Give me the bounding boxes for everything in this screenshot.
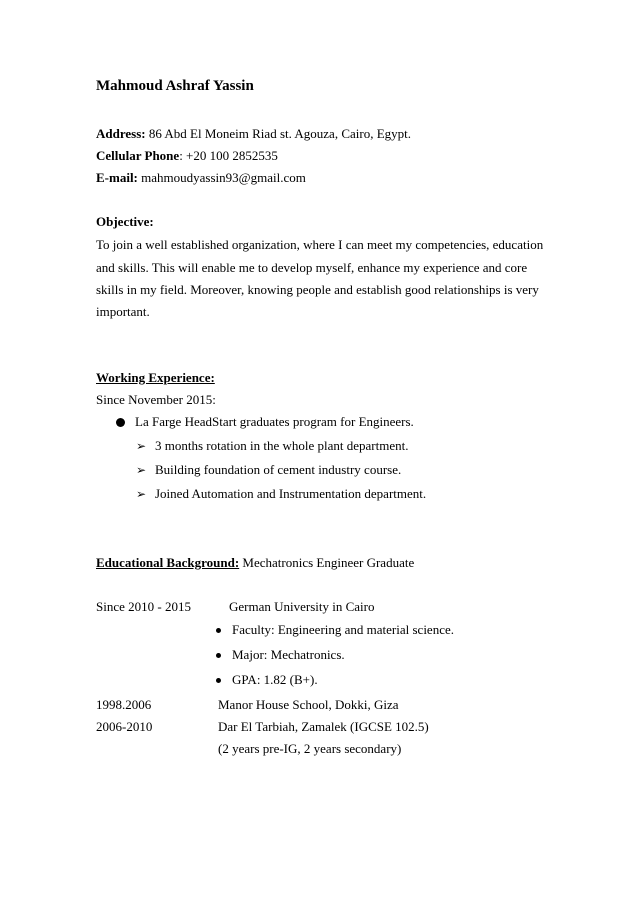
program-item: La Farge HeadStart graduates program for Engineers. — [135, 414, 414, 429]
school-name: Manor House School, Dokki, Giza — [218, 697, 399, 712]
university-detail: GPA: 1.82 (B+). — [232, 672, 318, 687]
objective-line: To join a well established organization, where I can meet my competencies, education — [96, 237, 544, 252]
university-detail: Faculty: Engineering and material science. — [232, 622, 454, 637]
bullet-dot-icon — [216, 628, 221, 633]
email-value: mahmoudyassin93@gmail.com — [141, 170, 306, 185]
experience-item: 3 months rotation in the whole plant department. — [155, 438, 409, 453]
arrow-bullet-icon: ➢ — [136, 463, 147, 477]
school-period: 2006-2010 — [96, 719, 153, 734]
university-period: Since 2010 - 2015 — [96, 599, 191, 614]
address-label: Address: — [96, 126, 146, 141]
experience-heading: Working Experience: — [96, 370, 215, 385]
email-line — [96, 170, 306, 186]
bullet-dot-icon — [216, 653, 221, 658]
university-detail: Major: Mechatronics. — [232, 647, 345, 662]
experience-item: Building foundation of cement industry course. — [155, 462, 402, 477]
candidate-name: Mahmoud Ashraf Yassin — [96, 78, 254, 94]
bullet-disc-icon — [116, 418, 125, 427]
phone-label: Cellular Phone — [96, 148, 180, 163]
bullet-dot-icon — [216, 678, 221, 683]
objective-line: skills in my field. Moreover, knowing people and establish good relationships is very — [96, 282, 539, 297]
arrow-bullet-icon: ➢ — [136, 439, 147, 453]
objective-line: important. — [96, 304, 150, 319]
education-heading: Educational Background: — [96, 555, 240, 570]
phone-value: : +20 100 2852535 — [179, 148, 278, 163]
arrow-bullet-icon: ➢ — [136, 487, 147, 501]
experience-item: Joined Automation and Instrumentation department. — [155, 486, 427, 501]
experience-since: Since November 2015: — [96, 392, 216, 407]
address-value: 86 Abd El Moneim Riad st. Agouza, Cairo, Egypt. — [148, 126, 412, 141]
education-heading-line — [96, 555, 414, 571]
objective-heading: Objective: — [96, 214, 154, 229]
phone-line — [96, 148, 278, 164]
education-heading-value: Mechatronics Engineer Graduate — [242, 555, 415, 570]
address-line — [96, 126, 411, 142]
university-name: German University in Cairo — [229, 599, 375, 614]
school-period: 1998.2006 — [96, 697, 152, 712]
email-label: E-mail: — [96, 170, 138, 185]
objective-line: and skills. This will enable me to develop myself, enhance my experience and core — [96, 260, 528, 275]
school-name: Dar El Tarbiah, Zamalek (IGCSE 102.5) — [218, 719, 429, 734]
school-note: (2 years pre-IG, 2 years secondary) — [218, 741, 402, 756]
